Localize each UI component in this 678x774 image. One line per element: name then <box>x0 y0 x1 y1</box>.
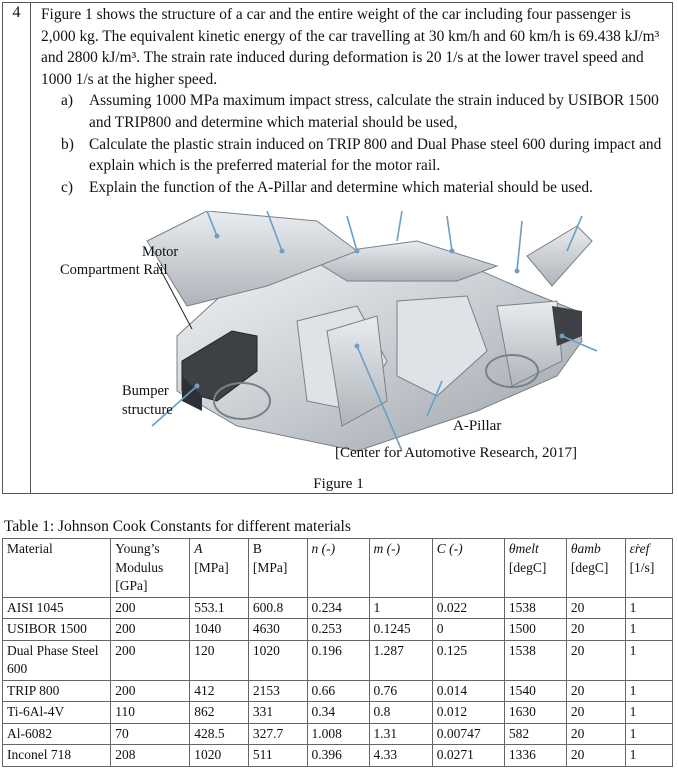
cell-n: 1.008 <box>307 723 369 745</box>
table-row <box>3 597 673 619</box>
cell-m: 1 <box>369 597 432 619</box>
cell-material: Ti-6Al-4V <box>3 702 111 724</box>
part-b <box>61 134 669 177</box>
cell-material: AISI 1045 <box>3 597 111 619</box>
cell-c: 0.0271 <box>432 745 504 767</box>
cell-m: 4.33 <box>369 745 432 767</box>
cell-strain-rate-ref: 1 <box>625 723 672 745</box>
apillar-label: A-Pillar <box>453 418 502 434</box>
cell-youngs: 200 <box>111 597 190 619</box>
cell-theta-amb: 20 <box>566 745 625 767</box>
cell-youngs: 200 <box>111 640 190 680</box>
cell-theta-amb: 20 <box>566 640 625 680</box>
part-c-label: c) <box>61 178 73 196</box>
cell-strain-rate-ref: 1 <box>625 745 672 767</box>
cell-b: 331 <box>248 702 307 724</box>
cell-strain-rate-ref: 1 <box>625 640 672 680</box>
cell-theta-amb: 20 <box>566 619 625 641</box>
question-text <box>41 4 669 198</box>
cell-n: 0.396 <box>307 745 369 767</box>
cell-b: 600.8 <box>248 597 307 619</box>
bumper-label-2: structure <box>122 402 173 418</box>
cell-material: Inconel 718 <box>3 745 111 767</box>
cell-youngs: 200 <box>111 619 190 641</box>
part-c <box>61 177 669 199</box>
cell-youngs: 70 <box>111 723 190 745</box>
cell-strain-rate-ref: 1 <box>625 597 672 619</box>
cell-n: 0.66 <box>307 680 369 702</box>
cell-a: 1020 <box>190 745 249 767</box>
header-theta-melt: θmelt [degC] <box>504 539 566 598</box>
cell-n: 0.234 <box>307 597 369 619</box>
part-b-text: Calculate the plastic strain induced on TRIP 800 and Dual Phase steel 600 during impact and explain which is the preferred material for the motor rail. <box>89 135 662 175</box>
header-youngs: Young’s Modulus [GPa] <box>111 539 190 598</box>
cell-youngs: 200 <box>111 680 190 702</box>
cell-b: 1020 <box>248 640 307 680</box>
question-number: 4 <box>3 3 31 493</box>
header-c: C (-) <box>432 539 504 598</box>
table-body <box>3 597 673 766</box>
cell-a: 862 <box>190 702 249 724</box>
cell-c: 0 <box>432 619 504 641</box>
cell-m: 0.76 <box>369 680 432 702</box>
header-strain-rate-ref: ε̇ref [1/s] <box>625 539 672 598</box>
cell-material: USIBOR 1500 <box>3 619 111 641</box>
cell-a: 1040 <box>190 619 249 641</box>
cell-n: 0.196 <box>307 640 369 680</box>
table-row <box>3 640 673 680</box>
cell-theta-melt: 1538 <box>504 640 566 680</box>
cell-theta-amb: 20 <box>566 680 625 702</box>
header-b: B [MPa] <box>248 539 307 598</box>
motor-label-2: Compartment Rail <box>60 262 168 278</box>
cell-c: 0.00747 <box>432 723 504 745</box>
cell-theta-melt: 582 <box>504 723 566 745</box>
table-row <box>3 745 673 767</box>
cell-theta-melt: 1540 <box>504 680 566 702</box>
cell-material: Dual Phase Steel 600 <box>3 640 111 680</box>
cell-theta-melt: 1538 <box>504 597 566 619</box>
header-material: Material <box>3 539 111 598</box>
cell-a: 412 <box>190 680 249 702</box>
cell-a: 553.1 <box>190 597 249 619</box>
cell-m: 0.8 <box>369 702 432 724</box>
part-c-text: Explain the function of the A-Pillar and determine which material should be used. <box>89 178 593 196</box>
cell-theta-melt: 1500 <box>504 619 566 641</box>
cell-n: 0.253 <box>307 619 369 641</box>
cell-theta-melt: 1630 <box>504 702 566 724</box>
cell-c: 0.125 <box>432 640 504 680</box>
part-a-label: a) <box>61 92 73 110</box>
figure-caption: Figure 1 <box>313 476 364 492</box>
cell-theta-amb: 20 <box>566 597 625 619</box>
cell-strain-rate-ref: 1 <box>625 619 672 641</box>
table-row <box>3 619 673 641</box>
cell-youngs: 208 <box>111 745 190 767</box>
table-header-row <box>3 539 673 598</box>
table-caption: Table 1: Johnson Cook Constants for different materials <box>4 518 351 535</box>
cell-c: 0.022 <box>432 597 504 619</box>
motor-label-1: Motor <box>142 244 179 260</box>
part-b-label: b) <box>61 135 74 153</box>
cell-b: 4630 <box>248 619 307 641</box>
question-box <box>2 2 673 494</box>
part-a-text: Assuming 1000 MPa maximum impact stress, calculate the strain induced by USIBOR 1500 and TRIP800 and determine which material should be used, <box>89 92 659 131</box>
header-theta-amb: θamb [degC] <box>566 539 625 598</box>
part-a <box>61 90 669 133</box>
table-row <box>3 702 673 724</box>
bumper-label-1: Bumper <box>122 383 169 399</box>
cell-material: Al-6082 <box>3 723 111 745</box>
cell-strain-rate-ref: 1 <box>625 680 672 702</box>
header-n: n (-) <box>307 539 369 598</box>
cell-theta-amb: 20 <box>566 702 625 724</box>
cell-m: 0.1245 <box>369 619 432 641</box>
cell-theta-amb: 20 <box>566 723 625 745</box>
johnson-cook-table <box>2 538 673 767</box>
cell-strain-rate-ref: 1 <box>625 702 672 724</box>
table-row <box>3 723 673 745</box>
question-intro: Figure 1 shows the structure of a car and the entire weight of the car including four passenger is 2,000 kg. The equivalent kinetic energy of the car travelling at 30 km/h and 60 km/h is 69.438 kJ/m³ and 2800 kJ/m³. The strain rate induced during deformation is 20 1/s at the lower travel speed and 1000 1/s at the higher speed. <box>41 6 660 88</box>
cell-n: 0.34 <box>307 702 369 724</box>
header-a: A [MPa] <box>190 539 249 598</box>
figure-source: [Center for Automotive Research, 2017] <box>335 445 578 461</box>
cell-theta-melt: 1336 <box>504 745 566 767</box>
cell-a: 428.5 <box>190 723 249 745</box>
cell-b: 511 <box>248 745 307 767</box>
cell-youngs: 110 <box>111 702 190 724</box>
cell-c: 0.014 <box>432 680 504 702</box>
cell-b: 327.7 <box>248 723 307 745</box>
cell-material: TRIP 800 <box>3 680 111 702</box>
table-row <box>3 680 673 702</box>
cell-b: 2153 <box>248 680 307 702</box>
cell-m: 1.287 <box>369 640 432 680</box>
header-m: m (-) <box>369 539 432 598</box>
cell-a: 120 <box>190 640 249 680</box>
cell-m: 1.31 <box>369 723 432 745</box>
cell-c: 0.012 <box>432 702 504 724</box>
